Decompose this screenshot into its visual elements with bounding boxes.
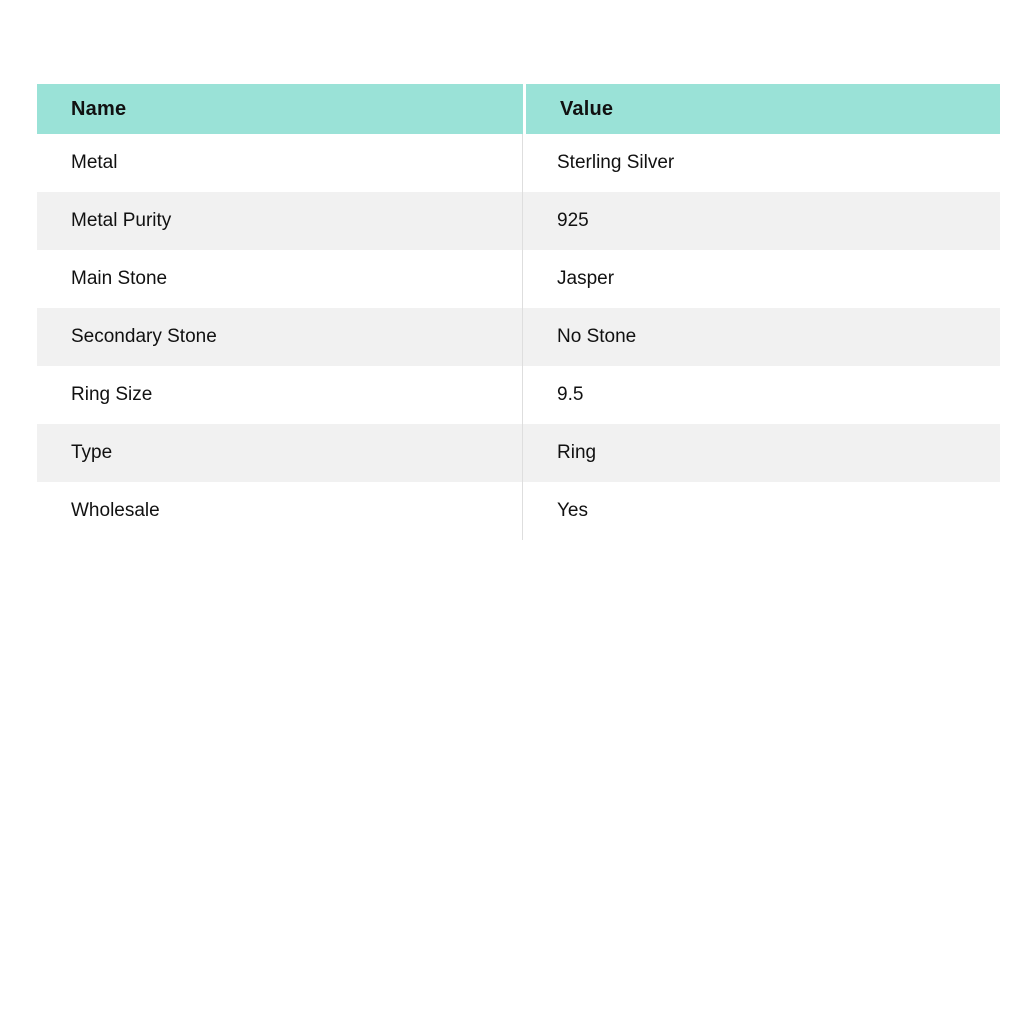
cell-value: Ring: [557, 442, 597, 463]
table-row: [37, 308, 1000, 366]
cell-name: Wholesale: [37, 482, 523, 540]
table-row: [37, 424, 1000, 482]
cell-value: No Stone: [557, 326, 637, 347]
table-row: [37, 482, 1000, 540]
table-row: [37, 192, 1000, 250]
cell-name: Ring Size: [37, 366, 523, 424]
cell-name: Type: [37, 424, 523, 482]
header-cell-name: [37, 84, 523, 134]
cell-value: Yes: [557, 500, 588, 521]
cell-name: Metal: [37, 134, 523, 192]
cell-value: 925: [557, 210, 589, 231]
header-label-value: Value: [560, 97, 614, 120]
cell-value: 9.5: [557, 384, 584, 405]
cell-name: Metal Purity: [37, 192, 523, 250]
table-header-row: [37, 84, 1000, 134]
table-row: [37, 250, 1000, 308]
table-row: [37, 366, 1000, 424]
table-row: [37, 134, 1000, 192]
header-label-name: Name: [71, 97, 127, 120]
header-cell-value: [526, 84, 1000, 134]
cell-value: Sterling Silver: [557, 152, 675, 173]
table-body: [37, 134, 1000, 540]
product-spec-table: [37, 84, 1000, 540]
cell-name: Secondary Stone: [37, 308, 523, 366]
cell-value: Jasper: [557, 268, 615, 289]
cell-name: Main Stone: [37, 250, 523, 308]
